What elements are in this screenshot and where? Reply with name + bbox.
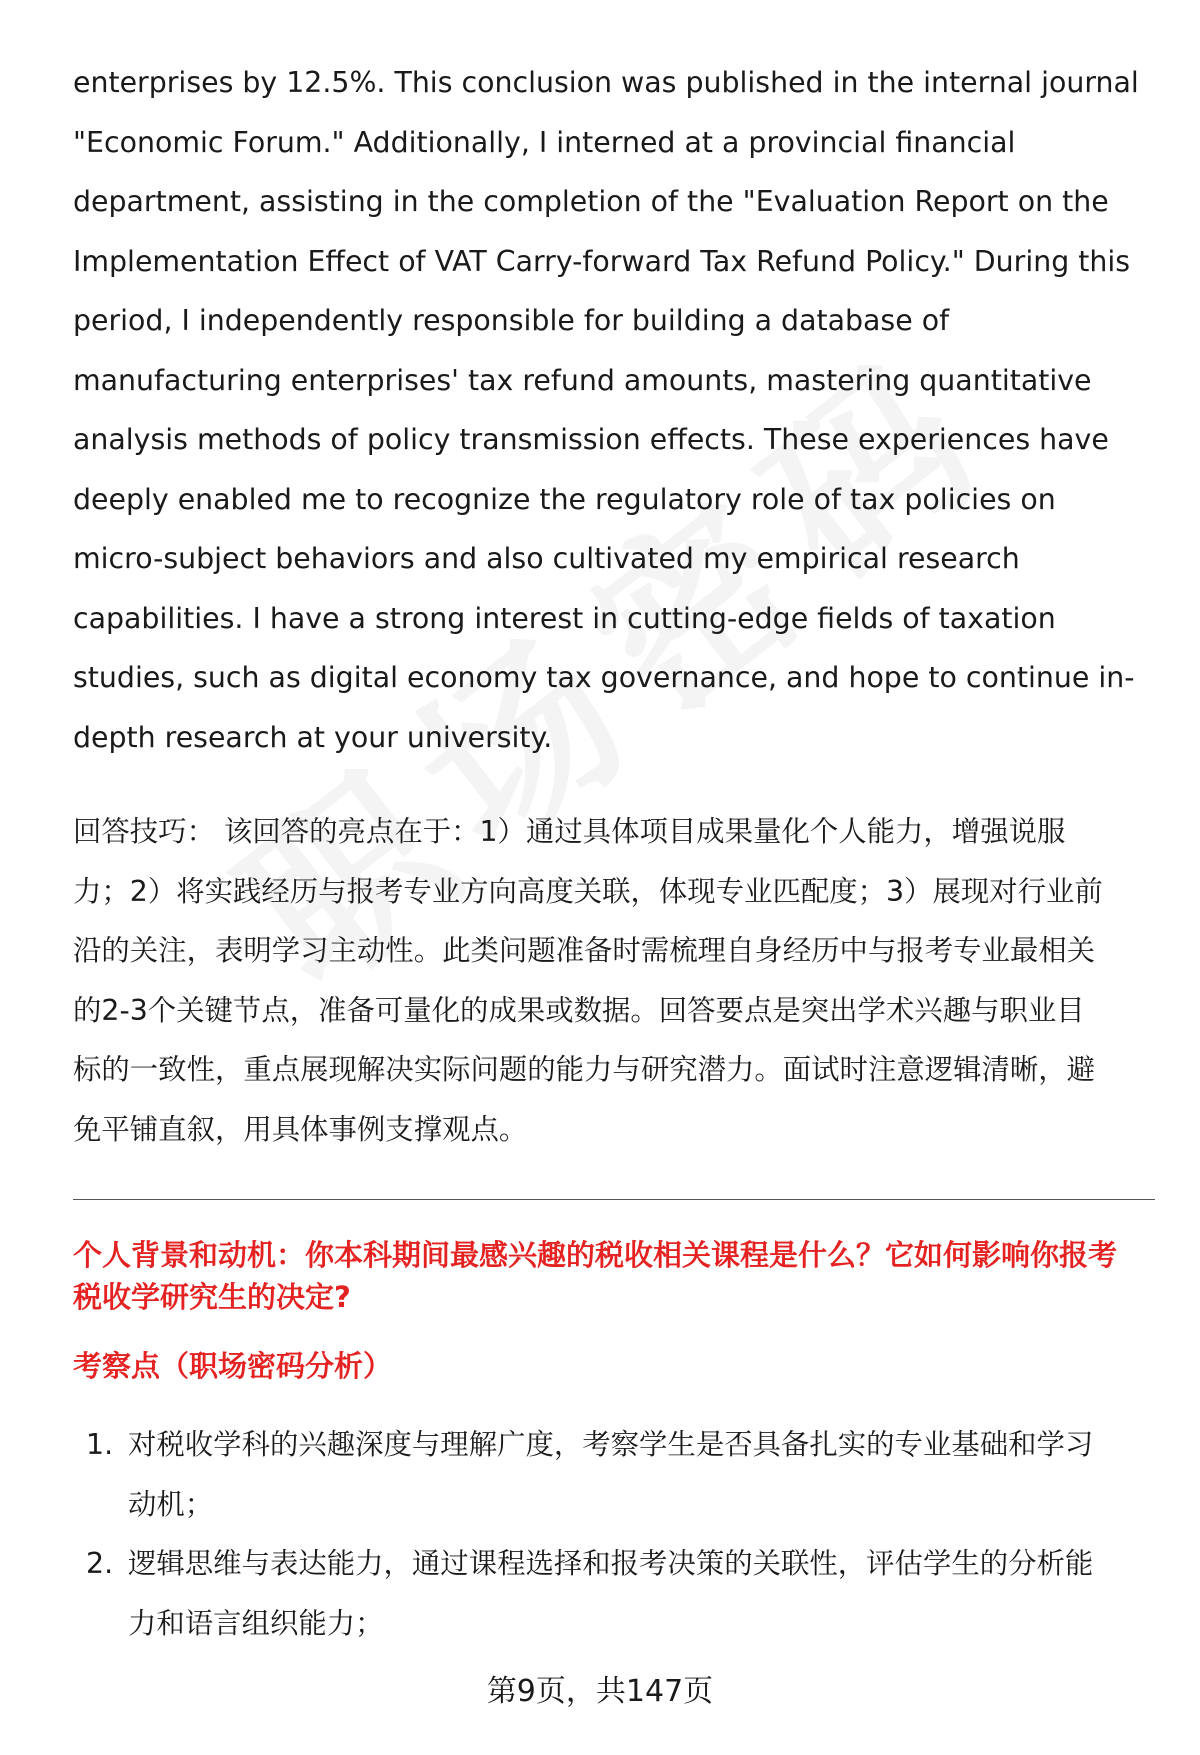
paragraph-line: analysis methods of policy transmission effects. These experiences have [73, 423, 1109, 456]
list-item-line: 动机； [128, 1487, 214, 1521]
list-item-number: 1. [86, 1428, 114, 1461]
assessment-subheading: 考察点（职场密码分析） [73, 1349, 393, 1383]
paragraph-line: Implementation Effect of VAT Carry-forward Tax Refund Policy." During this [73, 244, 1131, 278]
paragraph-line: deeply enabled me to recognize the regulatory role of tax policies on [73, 482, 1056, 516]
question-heading [73, 1234, 1163, 1318]
english-answer-paragraph [73, 53, 1163, 767]
tip-line: 沿的关注，表明学习主动性。此类问题准备时需梳理自身经历中与报考专业最相关 [73, 934, 1096, 967]
question-line: 个人背景和动机：你本科期间最感兴趣的税收相关课程是什么？它如何影响你报考 [73, 1238, 1118, 1272]
list-item-line: 力和语言组织能力； [128, 1606, 384, 1640]
list-item-number: 2. [86, 1547, 114, 1580]
paragraph-line: micro-subject behaviors and also cultivated my empirical research [73, 542, 1020, 575]
page-number-footer: 第9页，共147页 [486, 1674, 714, 1709]
paragraph-line: manufacturing enterprises' tax refund amounts, mastering quantitative [73, 363, 1092, 397]
paragraph-line: studies, such as digital economy tax governance, and hope to continue in- [73, 661, 1135, 694]
tip-line: 免平铺直叙，用具体事例支撑观点。 [73, 1112, 528, 1146]
paragraph-line: depth research at your university. [73, 720, 553, 754]
paragraph-line: department, assisting in the completion of the "Evaluation Report on the [73, 185, 1109, 218]
paragraph-line: capabilities. I have a strong interest in cutting-edge fields of taxation [73, 601, 1056, 635]
answer-tip-paragraph [73, 802, 1163, 1159]
list-item [0, 1415, 1138, 1534]
tip-line: 回答技巧： 该回答的亮点在于：1）通过具体项目成果量化个人能力，增强说服 [73, 815, 1066, 848]
list-item [0, 1534, 1138, 1653]
question-line: 税收学研究生的决定? [73, 1280, 351, 1314]
tip-line: 力；2）将实践经历与报考专业方向高度关联，体现专业匹配度；3）展现对行业前 [73, 874, 1103, 908]
paragraph-line: period, I independently responsible for building a database of [73, 304, 950, 337]
tip-line: 标的一致性，重点展现解决实际问题的能力与研究潜力。面试时注意逻辑清晰，避 [73, 1053, 1096, 1086]
tip-line: 的2-3个关键节点，准备可量化的成果或数据。回答要点是突出学术兴趣与职业目 [73, 993, 1085, 1027]
section-divider [73, 1199, 1155, 1200]
paragraph-line: "Economic Forum." Additionally, I interned at a provincial financial [73, 125, 1016, 159]
list-item-line: 对税收学科的兴趣深度与理解广度，考察学生是否具备扎实的专业基础和学习 [128, 1428, 1094, 1461]
paragraph-line: enterprises by 12.5%. This conclusion was published in the internal journal [73, 66, 1139, 99]
assessment-points-list [0, 1415, 1200, 1653]
list-item-line: 逻辑思维与表达能力，通过课程选择和报考决策的关联性，评估学生的分析能 [128, 1547, 1094, 1580]
